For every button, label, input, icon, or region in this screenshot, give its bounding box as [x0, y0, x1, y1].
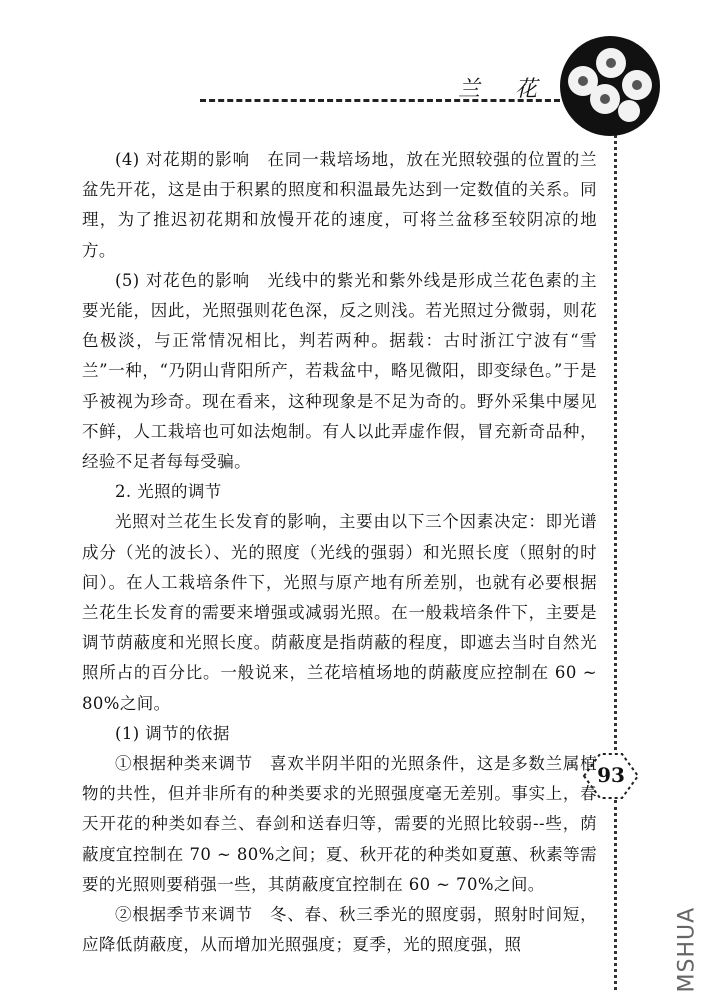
subsection-heading-text: (1) 调节的依据: [115, 723, 230, 743]
paragraph-text: 冬、春、秋三季光的照度弱，照射时间短，应降低荫蔽度，从而增加光照强度；夏季，光的照度强，照: [82, 905, 598, 955]
header-dashed-rule: [200, 99, 560, 102]
page-number: 93: [597, 763, 625, 787]
margin-dotted-rule-lower: [614, 800, 617, 990]
watermark: [672, 885, 702, 995]
paragraph-text: 光照对兰花生长发育的影响，主要由以下三个因素决定：即光谱成分（光的波长）、光的照度（光线的强弱）和光照长度（照射的时间）。在人工栽培条件下，光照与原产地有所差别，也就有必要根据兰花生长发育的需要来增强或减弱光照。在一般栽培条件下，主要是调节荫蔽度和光照长度。荫蔽度是指荫蔽的程度，即遮去当时自然光照所占的百分比。一般说来，兰花培植场地的荫蔽度应控制在 60 ~ 80%之间。: [82, 512, 597, 713]
flower-emblem-icon: [560, 36, 660, 136]
paragraph: [82, 749, 597, 900]
paragraph: [82, 266, 597, 477]
paragraph: [82, 900, 597, 960]
watermark-text: MSHUA: [674, 906, 700, 993]
body-text: [82, 145, 597, 960]
paragraph-lead: ②根据季节来调节: [115, 905, 253, 925]
subsection-heading: [82, 719, 597, 749]
paragraph-text: 在同一栽培场地，放在光照较强的位置的兰盆先开花，这是由于积累的照度和积温最先达到一定数值的关系。同理，为了推迟初花期和放慢开花的速度，可将兰盆移至较阴凉的地方。: [82, 150, 598, 260]
paragraph-text: 喜欢半阴半阳的光照条件，这是多数兰属植物的共性，但并非所有的种类要求的光照强度毫无差别。事实上，春天开花的种类如春兰、春剑和送春归等，需要的光照比较弱--些，荫蔽度宜控制在 70 ~ 80%之间；夏、秋开花的种类如夏蕙、秋素等需要的光照则要稍强一些，其荫蔽度宜控制在 60 ~ 70%之间。: [82, 754, 598, 894]
section-heading-text: 2. 光照的调节: [115, 482, 222, 502]
paragraph-lead: (4) 对花期的影响: [115, 150, 250, 169]
section-heading: [82, 477, 597, 507]
paragraph-lead: ①根据种类来调节: [115, 754, 253, 774]
paragraph-text: 光线中的紫光和紫外线是形成兰花色素的主要光能，因此，光照强则花色深，反之则浅。若光照过分微弱，则花色极淡，与正常情况相比，判若两种。据载：古时浙江宁波有“雪兰”一种，“乃阴山背阳所产，若栽盆中，略见微阳，即变绿色。”于是乎被视为珍奇。现在看来，这种现象是不足为奇的。野外采集中屡见不鲜，人工栽培也可如法炮制。有人以此弄虚作假，冒充新奇品种，经验不足者每每受骗。: [82, 270, 598, 472]
paragraph: [82, 507, 597, 718]
paragraph-lead: (5) 对花色的影响: [115, 270, 250, 290]
paragraph: [82, 145, 597, 266]
margin-dotted-rule: [614, 130, 617, 750]
running-header-title: 兰 花: [458, 77, 551, 102]
